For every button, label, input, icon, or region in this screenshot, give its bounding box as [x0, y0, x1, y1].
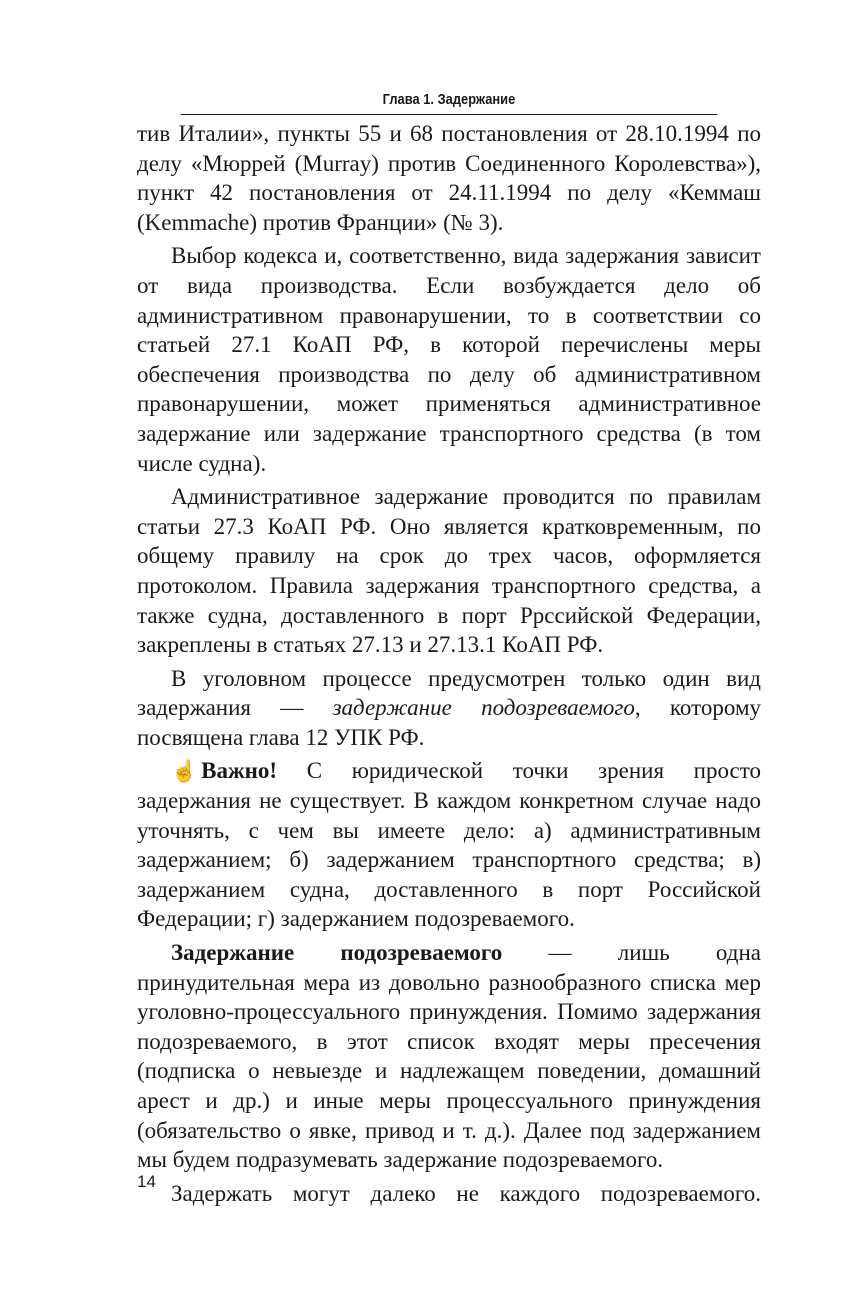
- pointing-hand-icon: ☝: [171, 759, 198, 784]
- p4-text-before: В уголовном процессе предусмотрен только один вид задержания —: [137, 665, 761, 721]
- chapter-title: Глава 1. Задержание: [382, 91, 516, 108]
- running-header: [181, 88, 718, 115]
- paragraph-code-choice: Выбор кодекса и, соответственно, вида задержания зависит от вида производства. Если возбуждается дело об административном правонарушении, то в соответствии со статьей 27.1 КоАП РФ, в которой перечислены меры обеспечения производства по делу об административном правонарушении, может применяться административное задержание или задержание транспортного средства (в том числе судна).: [137, 243, 761, 476]
- page-body: [137, 119, 761, 1208]
- important-text: С юридической точки зрения просто задержания не существует. В каждом конкретном случае надо уточнять, с чем вы имеете дело: а) административным задержанием; б) задержанием транспортного средства; в) задержанием судна, доставленного в порт Российской Федерации; г) задержанием подозреваемого.: [137, 758, 761, 932]
- suspect-detention-text: — лишь одна принудительная мера из довольно разнообразного списка мер уголовно-процессуального принуждения. Помимо задержания подозреваемого, в этот список входят меры пресечения (подписка о невыезде и надлежащем поведении, домашний арест и др.) и иные меры процессуального принуждения (обязательство о явке, привод и т. д.). Далее под задержанием мы будем подразумевать задержание подозреваемого.: [137, 940, 761, 1173]
- paragraph-administrative-detention: Административное задержание проводится по правилам статьи 27.3 КоАП РФ. Оно является кратковременным, по общему правилу на срок до трех часов, оформляется протоколом. Правила задержания транспортного средства, а также судна, доставленного в порт Ррссийской Федерации, закреплены в статьях 27.13 и 27.13.1 КоАП РФ.: [137, 484, 761, 658]
- paragraph-criminal-process: [137, 664, 761, 753]
- paragraph-important-note: [137, 756, 761, 934]
- p4-text-after: , которому посвящена глава 12 УПК РФ.: [137, 695, 761, 750]
- paragraph-continuation: тив Италии», пункты 55 и 68 постановления от 28.10.1994 по делу «Мюррей (Murray) против Соединенного Королевства»), пункт 42 постановления от 24.11.1994 по делу «Кеммаш (Kemmache) против Франции» (№ 3).: [137, 121, 761, 235]
- paragraph-suspect-detention: [137, 938, 761, 1175]
- page-number: 14: [137, 1172, 156, 1191]
- important-label: Важно!: [201, 758, 278, 784]
- term-suspect-detention: Задержание подозреваемого: [171, 940, 503, 966]
- p4-emphasis: задержание подозреваемого: [332, 695, 635, 721]
- paragraph-last-line: Задержать могут далеко не каждого подозреваемого.: [171, 1180, 761, 1206]
